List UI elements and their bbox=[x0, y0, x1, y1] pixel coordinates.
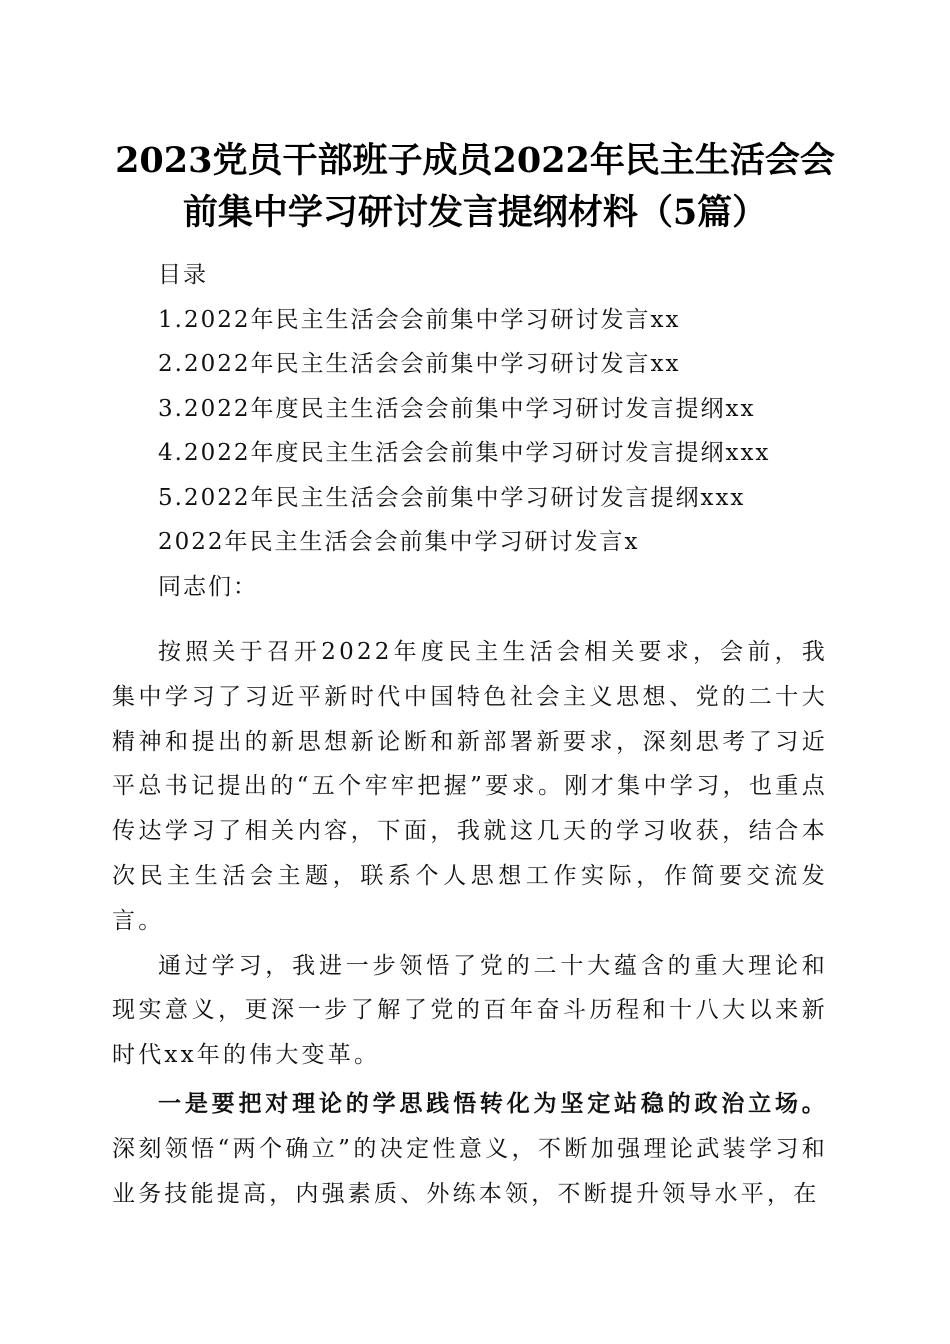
toc-item-1: 1.2022年民主生活会会前集中学习研讨发言xx bbox=[158, 306, 681, 333]
toc-item-4: 4.2022年度民主生活会会前集中学习研讨发言提纲xxx bbox=[158, 440, 771, 466]
toc-item-5: 5.2022年民主生活会会前集中学习研讨发言提纲xxx bbox=[158, 484, 746, 511]
salutation: 同志们： bbox=[158, 573, 258, 600]
point-1-text: 深刻领悟“两个确立”的决定性意义，不断加强理论武装学习和业务技能提高，内强素质、外练本领，不断提升领导水平，在 bbox=[112, 1135, 828, 1207]
toc-item-3: 3.2022年度民主生活会会前集中学习研讨发言提纲xx bbox=[158, 395, 756, 422]
point-1-lead: 一是要把对理论的学思践悟转化为坚定站稳的政治立场。 bbox=[158, 1089, 828, 1117]
title-line-1: 2023党员干部班子成员2022年民主生活会会 bbox=[115, 140, 835, 181]
document-title bbox=[100, 135, 850, 239]
paragraph-1: 按照关于召开2022年度民主生活会相关要求，会前，我集中学习了习近平新时代中国特色社会主义思想、党的二十大精神和提出的新思想新论断和新部署新要求，深刻思考了习近平总书记提出的“五个牢牢把握”要求。刚才集中学习，也重点传达学习了相关内容，下面，我就这几天的学习收获，结合本次民主生活会主题，联系个人思想工作实际，作简要交流发言。 bbox=[112, 639, 828, 934]
article-title: 2022年民主生活会会前集中学习研讨发言x bbox=[158, 529, 640, 555]
document-body bbox=[112, 630, 828, 1216]
paragraph-3 bbox=[112, 1082, 828, 1216]
toc-heading: 目录 bbox=[158, 262, 208, 288]
paragraph-2: 通过学习，我进一步领悟了党的二十大蕴含的重大理论和现实意义，更深一步了解了党的百年奋斗历程和十八大以来新时代xx年的伟大变革。 bbox=[112, 952, 828, 1069]
table-of-contents bbox=[158, 253, 770, 609]
toc-item-2: 2.2022年民主生活会会前集中学习研讨发言xx bbox=[158, 351, 681, 377]
title-line-2: 前集中学习研讨发言提纲材料（5篇） bbox=[182, 192, 768, 233]
